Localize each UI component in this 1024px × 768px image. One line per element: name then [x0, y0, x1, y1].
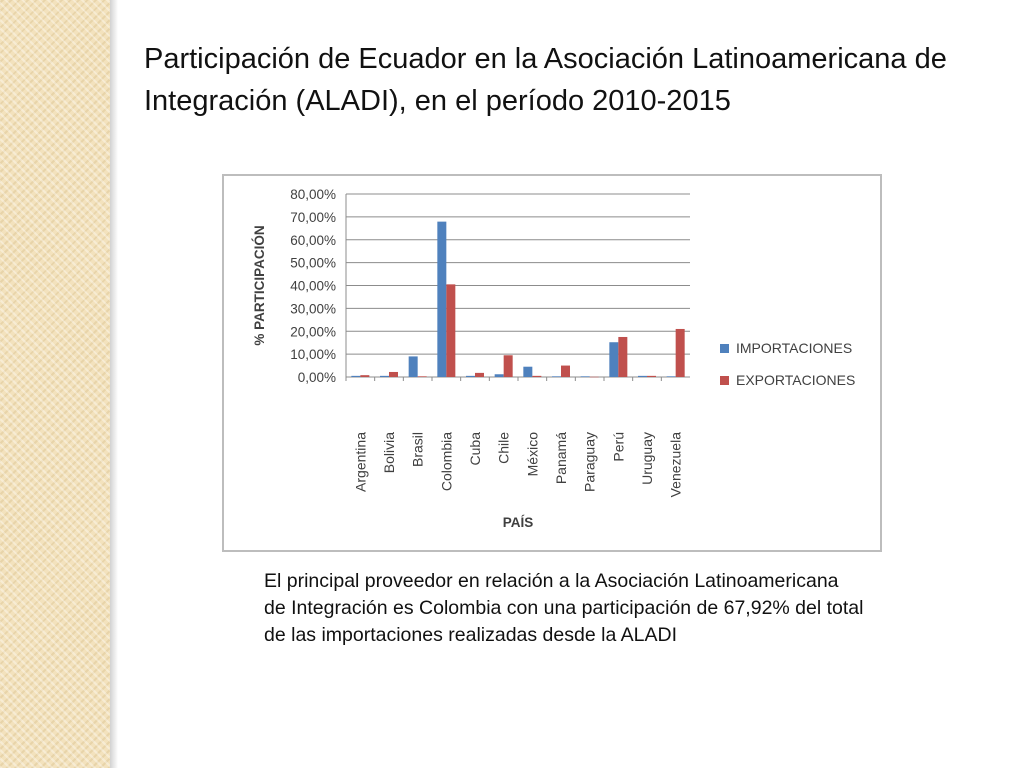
legend-label-exportaciones: EXPORTACIONES — [736, 372, 856, 388]
slide-caption: El principal proveedor en relación a la Asociación Latinoamericana de Integración es Colombia con una participación de 67,92% del total de las importaciones realizadas desde la ALADI — [264, 570, 864, 646]
x-tick-label: Chile — [495, 432, 512, 464]
x-tick-label: Uruguay — [639, 432, 655, 485]
bar-importaciones — [351, 376, 360, 377]
bar-exportaciones — [618, 337, 627, 377]
x-tick-label: Perú — [610, 432, 627, 462]
bar-importaciones — [409, 356, 418, 377]
bar-exportaciones — [389, 372, 398, 377]
legend-swatch-exportaciones — [720, 376, 729, 385]
bar-chart — [224, 176, 880, 550]
bar-importaciones — [495, 374, 504, 377]
slide-title: Participación de Ecuador en la Asociación Latinoamericana de Integración (ALADI), en el período 2010-2015 — [144, 43, 947, 117]
bar-importaciones — [380, 376, 389, 377]
x-tick-label: Bolivia — [381, 432, 397, 474]
bar-exportaciones — [590, 377, 599, 378]
x-tick-label: Panamá — [553, 432, 569, 485]
bar-exportaciones — [360, 375, 369, 377]
y-tick-label: 0,00% — [297, 370, 336, 385]
y-axis-title: % PARTICIPACIÓN — [252, 225, 267, 346]
bar-exportaciones — [676, 329, 685, 377]
x-tick-label: Brasil — [409, 432, 426, 468]
bar-importaciones — [609, 342, 618, 377]
bar-importaciones — [466, 376, 475, 377]
bar-importaciones — [523, 367, 532, 377]
y-tick-label: 30,00% — [290, 301, 336, 317]
bar-exportaciones — [418, 376, 427, 377]
bar-exportaciones — [532, 376, 541, 377]
bar-importaciones — [667, 376, 676, 377]
bar-exportaciones — [475, 373, 484, 377]
y-tick-label: 50,00% — [290, 255, 336, 271]
x-tick-label: México — [524, 432, 541, 477]
y-tick-label: 40,00% — [290, 278, 336, 294]
legend-swatch-importaciones — [720, 344, 729, 353]
decorative-side-strip — [0, 0, 110, 768]
x-tick-label: Colombia — [438, 432, 455, 492]
legend-label-importaciones: IMPORTACIONES — [736, 340, 853, 356]
x-tick-label: Argentina — [352, 432, 369, 492]
bar-exportaciones — [446, 284, 455, 377]
bar-exportaciones — [561, 366, 570, 377]
side-strip-shadow — [110, 0, 118, 768]
bar-importaciones — [552, 376, 561, 377]
y-tick-label: 60,00% — [290, 232, 336, 248]
bar-importaciones — [581, 376, 590, 377]
y-tick-label: 10,00% — [290, 347, 336, 363]
x-tick-label: Paraguay — [581, 432, 598, 492]
x-axis-title: PAÍS — [502, 515, 534, 530]
x-tick-label: Cuba — [467, 432, 483, 466]
chart-frame — [222, 174, 882, 552]
bar-exportaciones — [647, 376, 656, 377]
bar-importaciones — [638, 376, 647, 377]
bar-exportaciones — [504, 355, 513, 377]
y-tick-label: 20,00% — [290, 324, 336, 340]
bar-importaciones — [437, 222, 446, 377]
x-tick-label: Venezuela — [667, 432, 684, 498]
y-tick-label: 70,00% — [290, 209, 336, 225]
y-tick-label: 80,00% — [290, 187, 336, 202]
